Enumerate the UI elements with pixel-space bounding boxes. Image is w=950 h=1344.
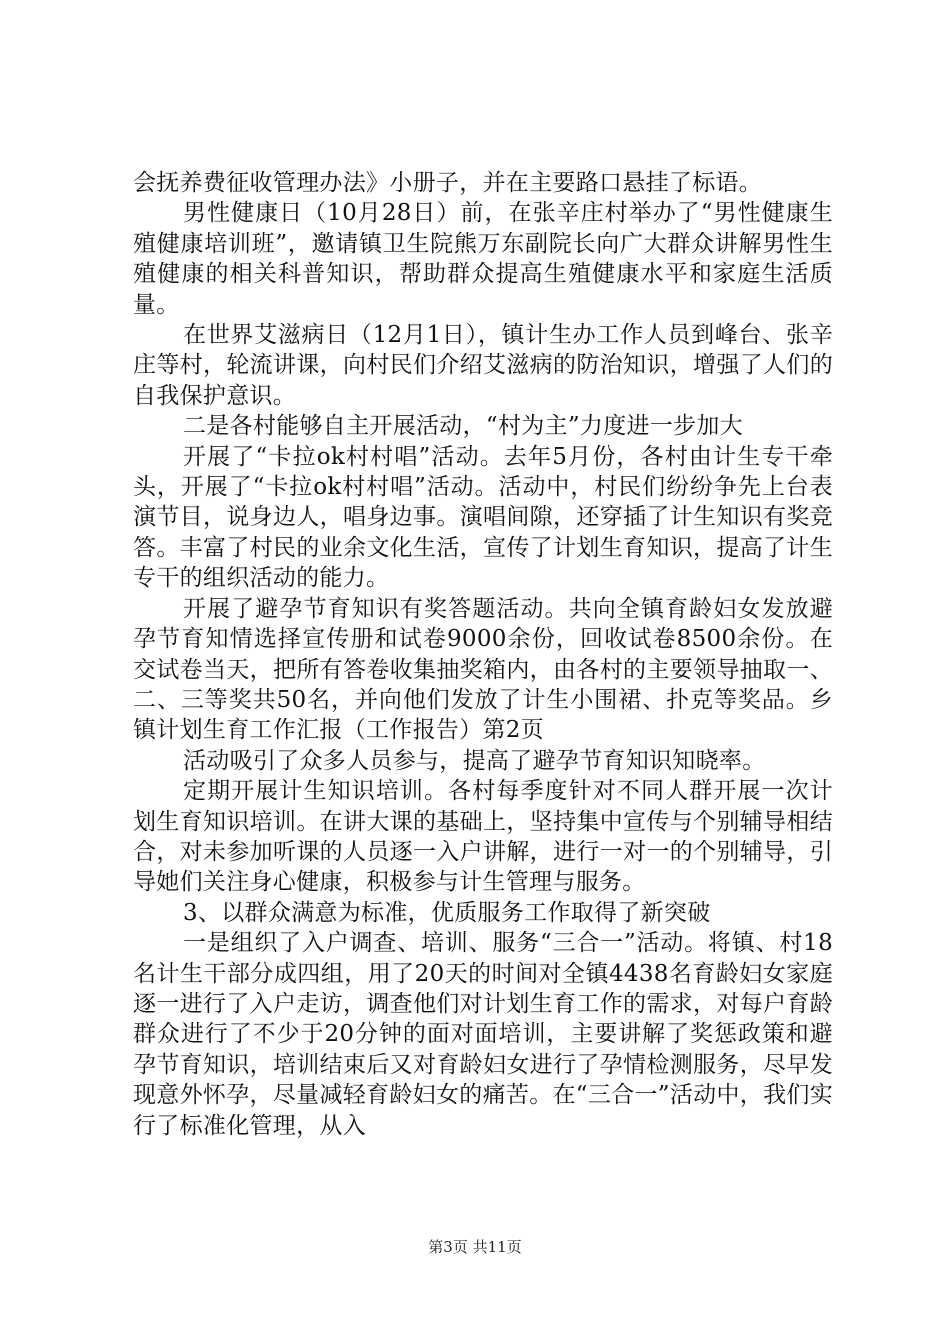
document-body: [133, 168, 833, 1141]
page-footer: 第3页 共11页: [428, 1238, 522, 1256]
paragraph: 活动吸引了众多人员参与，提高了避孕节育知识知晓率。: [183, 747, 766, 774]
paragraph: 男性健康日（10月28日）前，在张辛庄村举办了“男性健康生殖健康培训班”，邀请镇卫生院熊万东副院长向广大群众讲解男性生殖健康的相关科普知识，帮助群众提高生殖健康水平和家庭生活质量。: [133, 200, 833, 318]
paragraph: 开展了避孕节育知识有奖答题活动。共向全镇育龄妇女发放避孕节育知情选择宣传册和试卷9000余份，回收试卷8500余份。在交试卷当天，把所有答卷收集抽奖箱内，由各村的主要领导抽取一、二、三等奖共50名，并向他们发放了计生小围裙、扑克等奖品。乡镇计划生育工作汇报（工作报告）第2页: [133, 595, 833, 744]
section-heading: 二是各村能够自主开展活动，“村为主”力度进一步加大: [183, 413, 744, 440]
section-heading: 3、以群众满意为标准，优质服务工作取得了新突破: [183, 899, 711, 926]
paragraph: 一是组织了入户调查、培训、服务“三合一”活动。将镇、村18名计生干部分成四组，用了20天的时间对全镇4438名育龄妇女家庭逐一进行了入户走访，调查他们对计划生育工作的需求，对每户育龄群众进行了不少于20分钟的面对面培训，主要讲解了奖惩政策和避孕节育知识，培训结束后又对育龄妇女进行了孕情检测服务，尽早发现意外怀孕，尽量减轻育龄妇女的痛苦。在“三合一”活动中，我们实行了标准化管理，从入: [133, 930, 833, 1139]
paragraph: 开展了“卡拉ok村村唱”活动。去年5月份，各村由计生专干牵头，开展了“卡拉ok村村唱”活动。活动中，村民们纷纷争先上台表演节目，说身边人，唱身边事。演唱间隙，还穿插了计生知识有奖竞答。丰富了村民的业余文化生活，宣传了计划生育知识，提高了计生专干的组织活动的能力。: [133, 443, 833, 592]
paragraph: 在世界艾滋病日（12月1日），镇计生办工作人员到峰台、张辛庄等村，轮流讲课，向村民们介绍艾滋病的防治知识，增强了人们的自我保护意识。: [133, 322, 833, 409]
paragraph: 会抚养费征收管理办法》小册子，并在主要路口悬挂了标语。: [133, 170, 763, 196]
paragraph: 定期开展计生知识培训。各村每季度针对不同人群开展一次计划生育知识培训。在讲大课的基础上，坚持集中宣传与个别辅导相结合，对未参加听课的人员逐一入户讲解，进行一对一的个别辅导，引导她们关注身心健康，积极参与计生管理与服务。: [133, 778, 833, 896]
